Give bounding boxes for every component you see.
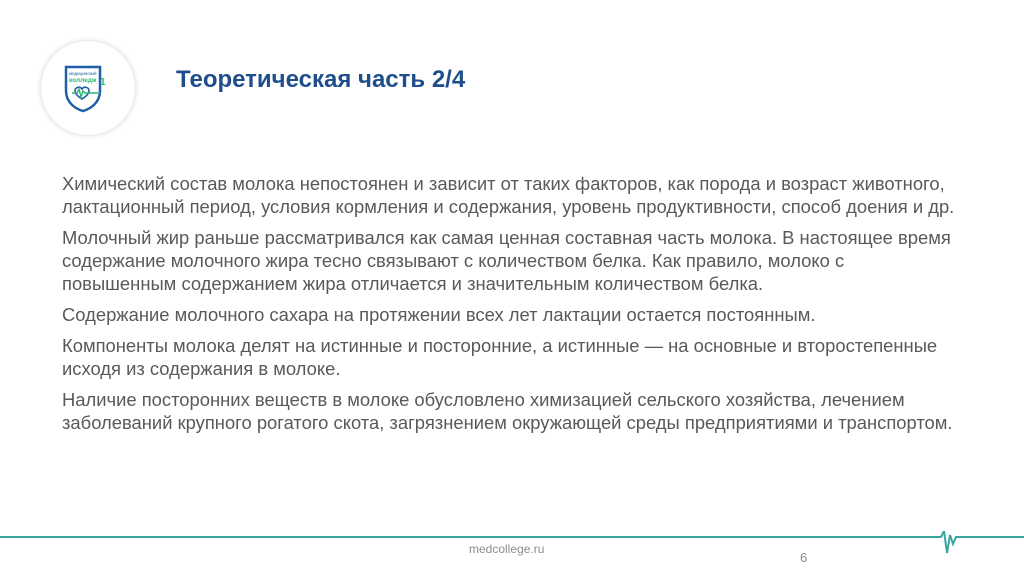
paragraph: Содержание молочного сахара на протяжении всех лет лактации остается постоянным. [62, 304, 816, 325]
college-logo-icon [60, 61, 116, 117]
logo-small-text: медицинский [69, 71, 97, 76]
slide-body [62, 172, 962, 442]
page-number: 6 [800, 550, 808, 565]
logo-number: 1 [100, 77, 106, 88]
paragraph: Химический состав молока непостоянен и зависит от таких факторов, как порода и возраст животного, лактационный период, условия кормления и содержания, уровень продуктивности, способ доения и др. [62, 173, 955, 217]
paragraph: Компоненты молока делят на истинные и посторонние, а истинные — на основные и второстепенные исходя из содержания в молоке. [62, 335, 938, 379]
paragraph: Молочный жир раньше рассматривался как самая ценная составная часть молока. В настоящее время содержание молочного жира тесно связывают с количеством белка. Как правило, молоко с повышенным содержанием жира отличается и значительным количеством белка. [62, 227, 951, 294]
footer-url: medcollege.ru [469, 542, 545, 556]
logo-brand-text: колледж [69, 77, 97, 84]
paragraph: Наличие посторонних веществ в молоке обусловлено химизацией сельского хозяйства, лечением заболеваний крупного рогатого скота, загрязнением окружающей среды предприятиями и транспортом. [62, 389, 953, 433]
slide-title: Теоретическая часть 2/4 [176, 66, 466, 93]
college-logo [41, 41, 135, 135]
